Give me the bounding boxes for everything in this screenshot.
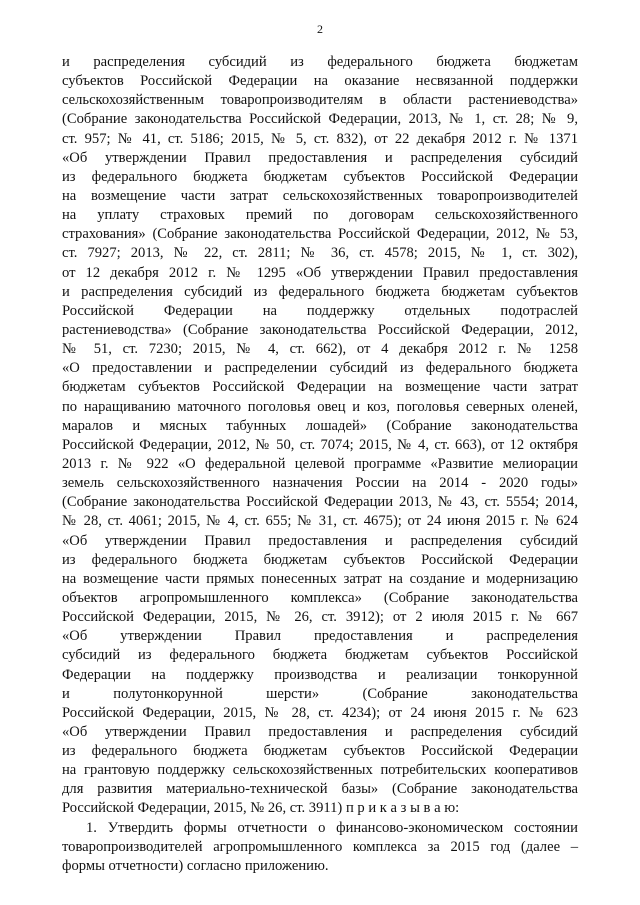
text-line: бюджетам субъектов Российской Федерации на возмещение части затрат xyxy=(62,379,578,396)
text-line: формы отчетности) согласно приложению. xyxy=(62,857,329,874)
text-line: (Собрание законодательства Российской Федерации, 2013, № 1, ст. 28; № 9, xyxy=(62,111,578,128)
text-line: № 51, ст. 7230; 2015, № 4, ст. 662), от 4 декабря 2012 г. № 1258 xyxy=(62,341,578,358)
text-line: земель сельскохозяйственного назначения России на 2014 - 2020 годы» xyxy=(62,475,578,492)
text-line: и распределения субсидий из федерального бюджета бюджетам xyxy=(62,54,578,70)
text-line: «Об утверждении Правил предоставления и распределения субсидий xyxy=(62,723,578,740)
text-line: сельскохозяйственным товаропроизводителям в области растениеводства» xyxy=(62,92,578,109)
text-line: «Об утверждении Правил предоставления и распределения субсидий xyxy=(62,532,578,549)
text-line: из федерального бюджета бюджетам субъектов Российской Федерации xyxy=(62,743,578,760)
text-line: «Об утверждении Правил предоставления и распределения xyxy=(62,628,578,645)
text-line: маралов и мясных табунных лошадей» (Собрание законодательства xyxy=(62,417,578,434)
text-line: и распределения субсидий из федерального бюджета бюджетам субъектов xyxy=(62,283,578,300)
document-body xyxy=(62,53,578,876)
text-line: «О предоставлении и распределении субсидий из федерального бюджета xyxy=(62,360,578,377)
text-line: ст. 7927; 2013, № 22, ст. 2811; № 36, ст. 4578; 2015, № 1, ст. 302), xyxy=(62,245,578,262)
text-line: 1. Утвердить формы отчетности о финансово-экономическом состоянии xyxy=(86,819,578,836)
text-line: страхования» (Собрание законодательства Российской Федерации, 2012, № 53, xyxy=(62,226,578,243)
text-line: на уплату страховых премий по договорам сельскохозяйственного xyxy=(62,207,578,224)
text-line: «Об утверждении Правил предоставления и распределения субсидий xyxy=(62,149,578,166)
text-line: на возмещение части прямых понесенных затрат на создание и модернизацию xyxy=(62,570,578,587)
text-line: и полутонкорунной шерсти» (Собрание законодательства xyxy=(62,685,578,702)
text-line: объектов агропромышленного комплекса» (Собрание законодательства xyxy=(62,589,578,606)
page-number: 2 xyxy=(317,22,323,36)
text-line: по наращиванию маточного поголовья овец и коз, поголовья северных оленей, xyxy=(62,398,578,415)
text-line: субъектов Российской Федерации на оказание несвязанной поддержки xyxy=(62,73,578,90)
text-line: Российской Федерации на поддержку отдельных подотраслей xyxy=(62,302,578,319)
text-line: № 28, ст. 4061; 2015, № 4, ст. 655; № 31, ст. 4675); от 24 июня 2015 г. № 624 xyxy=(62,513,578,530)
text-line: на возмещение части затрат сельскохозяйственных товаропроизводителей xyxy=(62,187,578,204)
text-line: товаропроизводителей агропромышленного комплекса за 2015 год (далее – xyxy=(62,838,578,855)
text-line: Российской Федерации, 2015, № 26, ст. 3912); от 2 июля 2015 г. № 667 xyxy=(62,609,578,626)
text-line: из федерального бюджета бюджетам субъектов Российской Федерации xyxy=(62,168,578,185)
text-line: растениеводства» (Собрание законодательства Российской Федерации, 2012, xyxy=(62,321,578,338)
text-line: ст. 957; № 41, ст. 5186; 2015, № 5, ст. 832), от 22 декабря 2012 г. № 1371 xyxy=(62,130,578,147)
text-line: на грантовую поддержку сельскохозяйственных потребительских кооперативов xyxy=(62,762,578,779)
text-line: субсидий из федерального бюджета бюджетам субъектов Российской xyxy=(62,647,578,664)
text-line: от 12 декабря 2012 г. № 1295 «Об утверждении Правил предоставления xyxy=(62,264,578,281)
text-line: Российской Федерации, 2015, № 28, ст. 4234); от 24 июня 2015 г. № 623 xyxy=(62,704,578,721)
text-line: Федерации на поддержку производства и реализации тонкорунной xyxy=(62,666,578,683)
text-line: (Собрание законодательства Российской Федерации 2013, № 43, ст. 5554; 2014, xyxy=(62,494,578,511)
text-line: 2013 г. № 922 «О федеральной целевой программе «Развитие мелиорации xyxy=(62,455,578,472)
text-line: из федерального бюджета бюджетам субъектов Российской Федерации xyxy=(62,551,578,568)
text-line: Российской Федерации, 2012, № 50, ст. 7074; 2015, № 4, ст. 663), от 12 октября xyxy=(62,436,578,453)
text-line: для развития материально-технической базы» (Собрание законодательства xyxy=(62,781,578,798)
text-line: Российской Федерации, 2015, № 26, ст. 3911) п р и к а з ы в а ю: xyxy=(62,800,460,817)
